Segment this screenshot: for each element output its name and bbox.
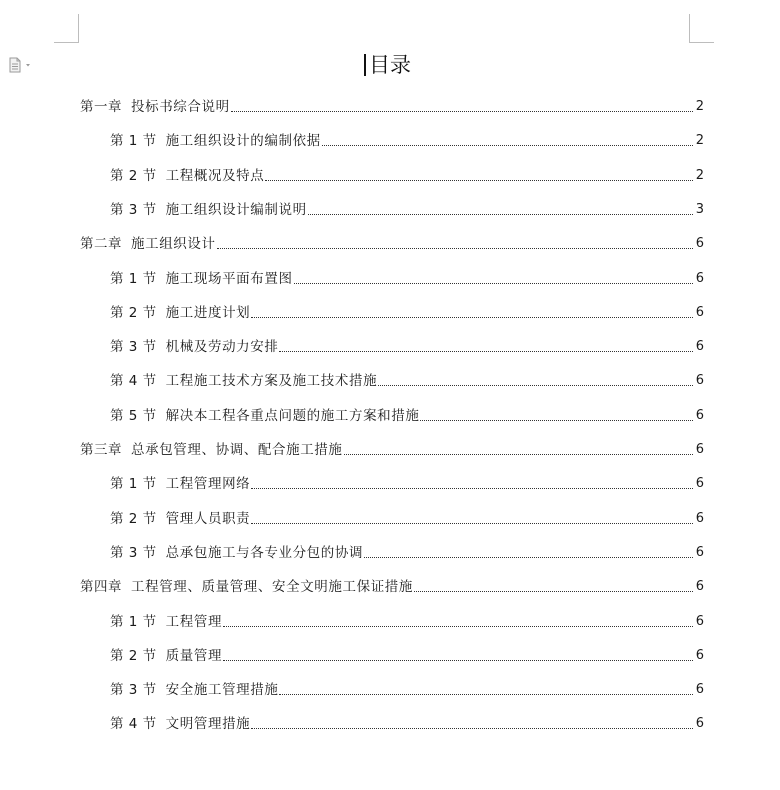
toc-dot-leader bbox=[308, 214, 693, 215]
toc-entry-label: 工程施工技术方案及施工技术措施 bbox=[165, 373, 378, 389]
toc-entry-number: 第 1 节 bbox=[110, 476, 157, 492]
toc-section-entry[interactable] bbox=[110, 473, 704, 493]
toc-title: 目录 bbox=[369, 53, 411, 77]
toc-section-entry[interactable] bbox=[110, 611, 704, 631]
toc-chapter-entry[interactable] bbox=[80, 233, 704, 253]
toc-entry-page: 6 bbox=[695, 545, 704, 560]
toc-entry-page: 6 bbox=[695, 511, 704, 526]
toc-entry-page: 6 bbox=[695, 236, 704, 251]
toc-entry-page: 6 bbox=[695, 271, 704, 286]
toc-entry-number: 第 2 节 bbox=[110, 648, 157, 664]
toc-entry-number: 第 3 节 bbox=[110, 545, 157, 561]
toc-dot-leader bbox=[279, 694, 692, 695]
toc-dot-leader bbox=[223, 660, 693, 661]
toc-entry-number: 第 4 节 bbox=[110, 716, 157, 732]
toc-entry-page: 6 bbox=[695, 716, 704, 731]
toc-section-entry[interactable] bbox=[110, 679, 704, 699]
toc-entry-label: 解决本工程各重点问题的施工方案和措施 bbox=[165, 408, 420, 424]
toc-entry-number: 第二章 bbox=[80, 236, 122, 252]
toc-entry-label: 总承包施工与各专业分包的协调 bbox=[165, 545, 364, 561]
toc-dot-leader bbox=[251, 317, 692, 318]
toc-dot-leader bbox=[251, 488, 692, 489]
toc-entry-page: 6 bbox=[695, 373, 704, 388]
toc-entry-label: 施工组织设计的编制依据 bbox=[165, 133, 321, 149]
toc-chapter-entry[interactable] bbox=[80, 96, 704, 116]
toc-entry-page: 6 bbox=[695, 339, 704, 354]
toc-entry-page: 2 bbox=[695, 99, 704, 114]
toc-entry-number: 第 3 节 bbox=[110, 339, 157, 355]
toc-entry-label: 管理人员职责 bbox=[165, 511, 251, 527]
toc-entry-label: 工程管理、质量管理、安全文明施工保证措施 bbox=[131, 579, 413, 595]
toc-dot-leader bbox=[251, 728, 692, 729]
toc-dot-leader bbox=[251, 523, 692, 524]
toc-chapter-entry[interactable] bbox=[80, 576, 704, 596]
toc-dot-leader bbox=[364, 557, 693, 558]
toc-section-entry[interactable] bbox=[110, 130, 704, 150]
toc-section-entry[interactable] bbox=[110, 370, 704, 390]
toc-entry-page: 6 bbox=[695, 476, 704, 491]
toc-entry-page: 6 bbox=[695, 614, 704, 629]
toc-entry-number: 第四章 bbox=[80, 579, 122, 595]
toc-entry-label: 总承包管理、协调、配合施工措施 bbox=[131, 442, 343, 458]
toc-entry-page: 6 bbox=[695, 579, 704, 594]
toc-entry-label: 施工进度计划 bbox=[165, 305, 251, 321]
toc-entry-label: 安全施工管理措施 bbox=[165, 682, 279, 698]
toc-dot-leader bbox=[344, 454, 693, 455]
toc-section-entry[interactable] bbox=[110, 713, 704, 733]
toc-entry-label: 施工现场平面布置图 bbox=[165, 271, 293, 287]
toc-dot-leader bbox=[294, 283, 693, 284]
toc-dot-leader bbox=[223, 626, 693, 627]
toc-dot-leader bbox=[217, 248, 693, 249]
toc-entry-label: 施工组织设计 bbox=[131, 236, 216, 252]
toc-section-entry[interactable] bbox=[110, 542, 704, 562]
toc-dot-leader bbox=[322, 145, 693, 146]
toc-section-entry[interactable] bbox=[110, 302, 704, 322]
toc-entry-number: 第 3 节 bbox=[110, 202, 157, 218]
page-corner-mark-left bbox=[54, 14, 79, 43]
toc-entry-number: 第 5 节 bbox=[110, 408, 157, 424]
toc-entry-page: 3 bbox=[695, 202, 704, 217]
toc-entry-label: 机械及劳动力安排 bbox=[165, 339, 279, 355]
page-corner-mark-right bbox=[689, 14, 714, 43]
toc-dot-leader bbox=[231, 111, 693, 112]
toc-entry-label: 文明管理措施 bbox=[165, 716, 251, 732]
toc-section-entry[interactable] bbox=[110, 405, 704, 425]
toc-entry-page: 6 bbox=[695, 305, 704, 320]
toc-section-entry[interactable] bbox=[110, 645, 704, 665]
toc-dot-leader bbox=[265, 180, 692, 181]
toc-entry-label: 投标书综合说明 bbox=[131, 99, 230, 115]
toc-entry-label: 工程概况及特点 bbox=[165, 168, 265, 184]
toc-entry-number: 第 4 节 bbox=[110, 373, 157, 389]
toc-entry-page: 6 bbox=[695, 682, 704, 697]
toc-entry-number: 第三章 bbox=[80, 442, 122, 458]
toc-entry-label: 工程管理网络 bbox=[165, 476, 251, 492]
toc-section-entry[interactable] bbox=[110, 165, 704, 185]
toc-entry-number: 第一章 bbox=[80, 99, 122, 115]
toc-entry-page: 6 bbox=[695, 408, 704, 423]
toc-entry-number: 第 1 节 bbox=[110, 271, 157, 287]
toc-entry-label: 施工组织设计编制说明 bbox=[165, 202, 307, 218]
toc-section-entry[interactable] bbox=[110, 508, 704, 528]
toc-dot-leader bbox=[414, 591, 693, 592]
toc-dot-leader bbox=[279, 351, 692, 352]
toc-entry-number: 第 1 节 bbox=[110, 614, 157, 630]
toc-entry-number: 第 2 节 bbox=[110, 511, 157, 527]
toc-entry-number: 第 3 节 bbox=[110, 682, 157, 698]
toc-dot-leader bbox=[378, 385, 693, 386]
toc-section-entry[interactable] bbox=[110, 199, 704, 219]
toc-entry-page: 6 bbox=[695, 648, 704, 663]
toc-section-entry[interactable] bbox=[110, 336, 704, 356]
toc-entry-label: 质量管理 bbox=[165, 648, 223, 664]
toc-section-entry[interactable] bbox=[110, 268, 704, 288]
toc-entry-page: 2 bbox=[695, 133, 704, 148]
toc-entry-page: 6 bbox=[695, 442, 704, 457]
toc-entry-number: 第 2 节 bbox=[110, 305, 157, 321]
toc-entry-number: 第 2 节 bbox=[110, 168, 157, 184]
toc-chapter-entry[interactable] bbox=[80, 439, 704, 459]
toc-entry-number: 第 1 节 bbox=[110, 133, 157, 149]
toc-entry-label: 工程管理 bbox=[165, 614, 223, 630]
toc-dot-leader bbox=[420, 420, 692, 421]
toc-entry-page: 2 bbox=[695, 168, 704, 183]
